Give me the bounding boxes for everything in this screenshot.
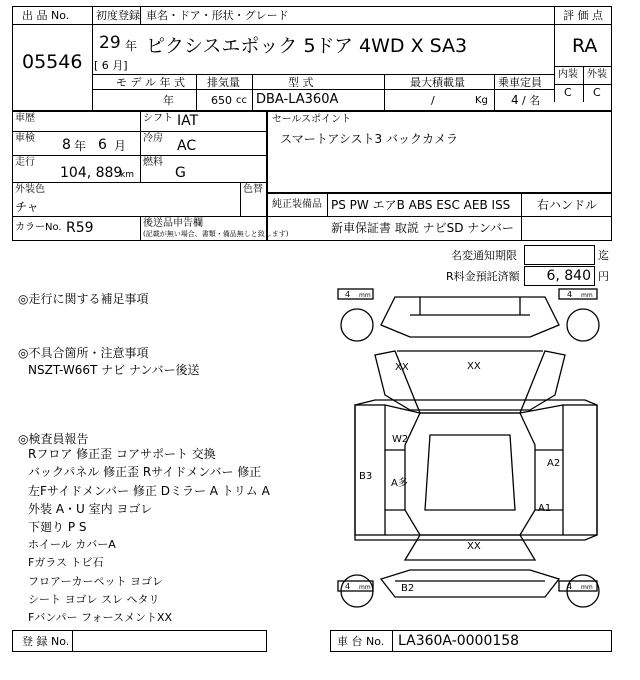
damage-b2: B2	[401, 583, 415, 594]
type-value: DBA-LA360A	[256, 92, 339, 107]
recycle-unit: 円	[598, 270, 609, 283]
inspector-line-1: Rフロア 修正歪 コアサポート 交換	[28, 447, 216, 461]
inspection-year: 8	[62, 137, 71, 153]
tire-word-tr: mm	[581, 292, 593, 299]
driving-notes-header: ◎走行に関する補足事項	[18, 292, 149, 306]
inspector-line-6: ホイール カバーA	[28, 538, 116, 551]
reg-label: 登 録 No.	[22, 635, 70, 648]
capacity-value: 4	[511, 93, 519, 107]
tire-label-bl: 4	[345, 582, 351, 591]
load-unit: Kg	[475, 95, 488, 106]
inspector-header: ◎検査員報告	[18, 432, 89, 446]
car-name: ピクシスエポック 5ドア 4WD X SA3	[146, 35, 468, 57]
inspection-month: 6	[98, 137, 107, 153]
color-no-label: カラーNo.	[15, 222, 62, 233]
defects-header: ◎不具合箇所・注意事項	[18, 346, 149, 360]
side-panel-left	[355, 405, 385, 535]
tire-label-tr: 4	[567, 290, 573, 299]
exterior-score: C	[593, 86, 601, 99]
load-label: 最大積載量	[410, 76, 465, 89]
recycle-value: 6, 840	[546, 268, 591, 284]
load-slash: /	[431, 94, 435, 107]
first-reg-year-char: 年	[125, 39, 138, 53]
front-bumper	[381, 297, 559, 337]
inspector-line-9: シート ヨゴレ スレ ヘタリ	[28, 593, 160, 606]
ac-value: AC	[177, 138, 197, 154]
name-label: 車名・ドア・形状・グレード	[146, 9, 289, 22]
mileage-unit: km	[120, 170, 134, 180]
ac-label: 冷房	[143, 133, 163, 144]
chassis-label: 車 台 No.	[337, 635, 385, 648]
exterior-color-value: チャ	[15, 200, 39, 214]
damage-a1: A1	[538, 503, 552, 514]
shift-label: シフト	[143, 113, 173, 124]
inspector-line-3: 左Fサイドメンバー 修正 Dミラー A トリム A	[28, 484, 270, 498]
exterior-label: 外装	[587, 69, 607, 80]
inspection-year-unit: 年	[74, 139, 87, 153]
inspector-line-8: フロアーカーペット ヨゴレ	[28, 575, 163, 588]
capacity-unit: / 名	[522, 94, 541, 107]
inspector-line-5: 下廻り P S	[28, 520, 87, 534]
defects-line-1: NSZT-W66T ナビ ナンバー後送	[28, 363, 200, 377]
displacement-label: 排気量	[207, 76, 240, 89]
sales-label: セールスポイント	[272, 114, 352, 125]
inspector-line-7: Fガラス トビ石	[28, 556, 104, 569]
tire-word-tl: mm	[359, 292, 371, 299]
capacity-label: 乗車定員	[498, 76, 542, 89]
inspection-label: 車検	[15, 133, 35, 144]
tire-word-br: mm	[581, 584, 593, 591]
first-reg-label: 初度登録	[96, 9, 140, 22]
tire-label-tl: 4	[345, 290, 351, 299]
first-reg-month: [ 6 月]	[94, 59, 128, 72]
recycle-label: R料金預託済額	[446, 270, 520, 283]
damage-roof-left: XX	[395, 362, 409, 373]
interior-score: C	[564, 86, 572, 99]
cabin-outline	[405, 413, 535, 535]
inspection-month-unit: 月	[114, 139, 127, 153]
shift-value: IAT	[177, 113, 199, 129]
equipment-docs: 新車保証書 取説 ナビSD ナンバー	[331, 221, 514, 235]
mileage-label: 走行	[15, 157, 35, 168]
damage-roof-center: XX	[467, 361, 481, 372]
notice-unit: 迄	[598, 249, 609, 262]
damage-rear: XX	[467, 541, 481, 552]
wheel-front-right	[567, 309, 599, 341]
fuel-label: 燃料	[143, 157, 163, 168]
type-label: 型 式	[288, 76, 314, 89]
displacement-unit: cc	[236, 95, 247, 106]
mileage-value: 104, 889	[60, 165, 123, 181]
repaint-label: 色替	[243, 184, 263, 195]
inspector-line-2: バックパネル 修正歪 Rサイドメンバー 修正	[28, 465, 262, 479]
damage-a2: A2	[547, 458, 561, 469]
damage-b3: B3	[359, 471, 373, 482]
aftermarket-label: 後送品申告欄	[143, 218, 203, 229]
equipment-items: PS PW エアB ABS ESC AEB ISS	[331, 198, 511, 212]
score-label: 評 価 点	[563, 9, 603, 22]
exterior-color-label: 外装色	[15, 184, 45, 195]
chassis-value: LA360A-0000158	[398, 633, 520, 649]
first-reg-year: 29	[99, 33, 121, 53]
side-panel-right	[563, 405, 597, 535]
sales-text: スマートアシスト3 バックカメラ	[280, 132, 459, 146]
interior-label: 内装	[558, 69, 578, 80]
displacement-value: 650	[211, 94, 232, 107]
wheel-front-left	[341, 309, 373, 341]
history-label: 車歴	[15, 113, 35, 124]
damage-a-many: A多	[391, 478, 408, 489]
aftermarket-note: (記載が無い場合、書類・備品無しと致します)	[143, 230, 289, 238]
car-damage-diagram	[335, 285, 615, 630]
inspector-line-10: Fバンパー フォースメントXX	[28, 611, 173, 624]
tire-label-br: 4	[567, 582, 573, 591]
color-no-value: R59	[66, 220, 94, 236]
notice-label: 名変通知期限	[451, 249, 517, 262]
lot-number: 05546	[22, 51, 83, 73]
drive-side: 右ハンドル	[537, 198, 598, 212]
damage-w2: W2	[392, 434, 409, 445]
lot-label: 出 品 No.	[22, 9, 70, 22]
model-year-label: モ デ ル 年 式	[116, 76, 185, 89]
hood-outline	[355, 400, 597, 540]
tire-word-bl: mm	[359, 584, 371, 591]
equipment-label: 純正装備品	[272, 199, 322, 210]
notice-box	[524, 245, 595, 265]
model-year-unit: 年	[163, 94, 174, 107]
inspector-line-4: 外装 A・U 室内 ヨゴレ	[28, 502, 153, 516]
fuel-value: G	[175, 165, 186, 181]
score-value: RA	[572, 35, 598, 57]
